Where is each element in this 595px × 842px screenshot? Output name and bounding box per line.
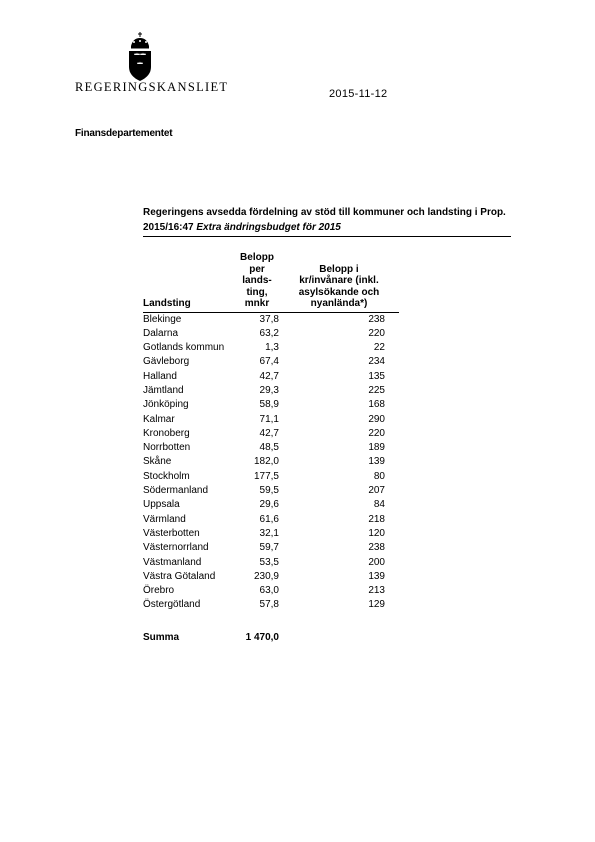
- belopp-value: 48,5: [259, 442, 279, 454]
- landsting-name: Södermanland: [143, 485, 209, 497]
- total-empty-cell: [279, 631, 399, 645]
- table-row: [143, 470, 399, 484]
- table-row: [143, 498, 399, 512]
- table-row: [143, 413, 399, 427]
- document-date: 2015-11-12: [329, 88, 388, 100]
- header-belopp-line: ting,: [246, 286, 268, 298]
- department-name: Finansdepartementet: [75, 128, 173, 139]
- per-invanare-value: 234: [368, 356, 385, 368]
- table-row: [143, 384, 399, 398]
- total-label: Summa: [143, 631, 180, 643]
- table-row: [143, 398, 399, 412]
- per-invanare-value: 213: [368, 585, 385, 597]
- belopp-value: 63,0: [259, 585, 279, 597]
- header-per-invanare: [279, 252, 399, 312]
- header-per-invanare-line: asylsökande och: [298, 286, 380, 298]
- landsting-name: Kalmar: [143, 413, 175, 425]
- landsting-name: Kronoberg: [143, 427, 190, 439]
- belopp-value: 42,7: [259, 370, 279, 382]
- per-invanare-value: 129: [368, 599, 385, 611]
- table-row: [143, 341, 399, 355]
- per-invanare-value: 120: [368, 527, 385, 539]
- landsting-name: Uppsala: [143, 499, 180, 511]
- per-invanare-value: 220: [368, 427, 385, 439]
- table-row: [143, 370, 399, 384]
- landsting-name: Halland: [143, 370, 177, 382]
- table-row: [143, 541, 399, 555]
- belopp-value: 63,2: [259, 327, 279, 339]
- per-invanare-value: 290: [368, 413, 385, 425]
- per-invanare-value: 200: [368, 556, 385, 568]
- landsting-name: Västra Götaland: [143, 570, 216, 582]
- per-invanare-value: 207: [368, 485, 385, 497]
- header-landsting: Landsting: [143, 252, 235, 312]
- table-row: [143, 598, 399, 612]
- per-invanare-value: 168: [368, 399, 385, 411]
- per-invanare-value: 225: [368, 384, 385, 396]
- proposition-name: Extra ändringsbudget för 2015: [196, 222, 341, 233]
- belopp-value: 29,6: [259, 499, 279, 511]
- belopp-value: 230,9: [253, 570, 279, 582]
- landsting-name: Gävleborg: [143, 356, 190, 368]
- table-row: [143, 527, 399, 541]
- landsting-name: Gotlands kommun: [143, 342, 225, 354]
- table-row: [143, 455, 399, 469]
- document-title: [143, 205, 511, 237]
- landsting-name: Östergötland: [143, 599, 201, 611]
- belopp-value: 177,5: [253, 470, 279, 482]
- landsting-name: Västmanland: [143, 556, 202, 568]
- per-invanare-value: 238: [368, 542, 385, 554]
- header-belopp: [235, 252, 279, 312]
- belopp-value: 61,6: [259, 513, 279, 525]
- header-per-invanare-line: Belopp i: [319, 263, 359, 275]
- header-belopp-line: lands-: [242, 275, 272, 286]
- table-row: [143, 570, 399, 584]
- per-invanare-value: 189: [368, 442, 385, 454]
- header-belopp-line: per: [249, 263, 265, 275]
- belopp-value: 59,7: [259, 542, 279, 554]
- belopp-value: 59,5: [259, 485, 279, 497]
- total-belopp: 1 470,0: [245, 631, 279, 643]
- landsting-name: Norrbotten: [143, 442, 191, 454]
- table-body: [143, 312, 399, 645]
- header-belopp-line: Belopp: [240, 252, 274, 263]
- table-row: [143, 355, 399, 369]
- per-invanare-value: 139: [368, 456, 385, 468]
- belopp-value: 37,8: [259, 313, 279, 325]
- header-per-invanare-line: kr/invånare (inkl.: [299, 275, 379, 286]
- landsting-name: Jönköping: [143, 399, 189, 411]
- belopp-value: 1,3: [265, 342, 279, 354]
- table-row: [143, 441, 399, 455]
- landsting-name: Västernorrland: [143, 542, 209, 554]
- belopp-value: 42,7: [259, 427, 279, 439]
- landsting-name: Blekinge: [143, 313, 182, 325]
- belopp-value: 71,1: [259, 413, 279, 425]
- landsting-name: Örebro: [143, 585, 175, 597]
- landsting-name: Dalarna: [143, 327, 179, 339]
- table-row: [143, 327, 399, 341]
- per-invanare-value: 139: [368, 570, 385, 582]
- per-invanare-value: 84: [373, 499, 385, 511]
- belopp-value: 53,5: [259, 556, 279, 568]
- header-per-invanare-line: nyanlända*): [310, 298, 368, 309]
- crown-shield-emblem-icon: [124, 31, 156, 83]
- spacer-row: [143, 613, 399, 631]
- belopp-value: 29,3: [259, 384, 279, 396]
- table-row: [143, 427, 399, 441]
- title-line-1: Regeringens avsedda fördelning av stöd till kommuner och landsting i Prop.: [143, 207, 506, 218]
- table-row: [143, 556, 399, 570]
- belopp-value: 58,9: [259, 399, 279, 411]
- table-row: [143, 484, 399, 498]
- allocation-table: [143, 252, 399, 645]
- per-invanare-value: 80: [373, 470, 385, 482]
- landsting-name: Västerbotten: [143, 527, 200, 539]
- logo-wordmark: REGERINGSKANSLIET: [75, 80, 229, 94]
- per-invanare-value: 135: [368, 370, 385, 382]
- per-invanare-value: 220: [368, 327, 385, 339]
- title-line-2: [143, 220, 511, 235]
- belopp-value: 67,4: [259, 356, 279, 368]
- per-invanare-value: 22: [373, 342, 385, 354]
- belopp-value: 57,8: [259, 599, 279, 611]
- table-row: [143, 513, 399, 527]
- belopp-value: 32,1: [259, 527, 279, 539]
- proposition-number: 2015/16:47: [143, 222, 194, 233]
- table-header-row: [143, 252, 399, 312]
- landsting-name: Jämtland: [143, 384, 184, 396]
- table-row: [143, 312, 399, 327]
- landsting-name: Stockholm: [143, 470, 190, 482]
- landsting-name: Värmland: [143, 513, 186, 525]
- header-belopp-line: mnkr: [244, 298, 270, 309]
- per-invanare-value: 218: [368, 513, 385, 525]
- table-row: [143, 584, 399, 598]
- belopp-value: 182,0: [253, 456, 279, 468]
- landsting-name: Skåne: [143, 456, 172, 468]
- per-invanare-value: 238: [368, 313, 385, 325]
- total-row: [143, 631, 399, 645]
